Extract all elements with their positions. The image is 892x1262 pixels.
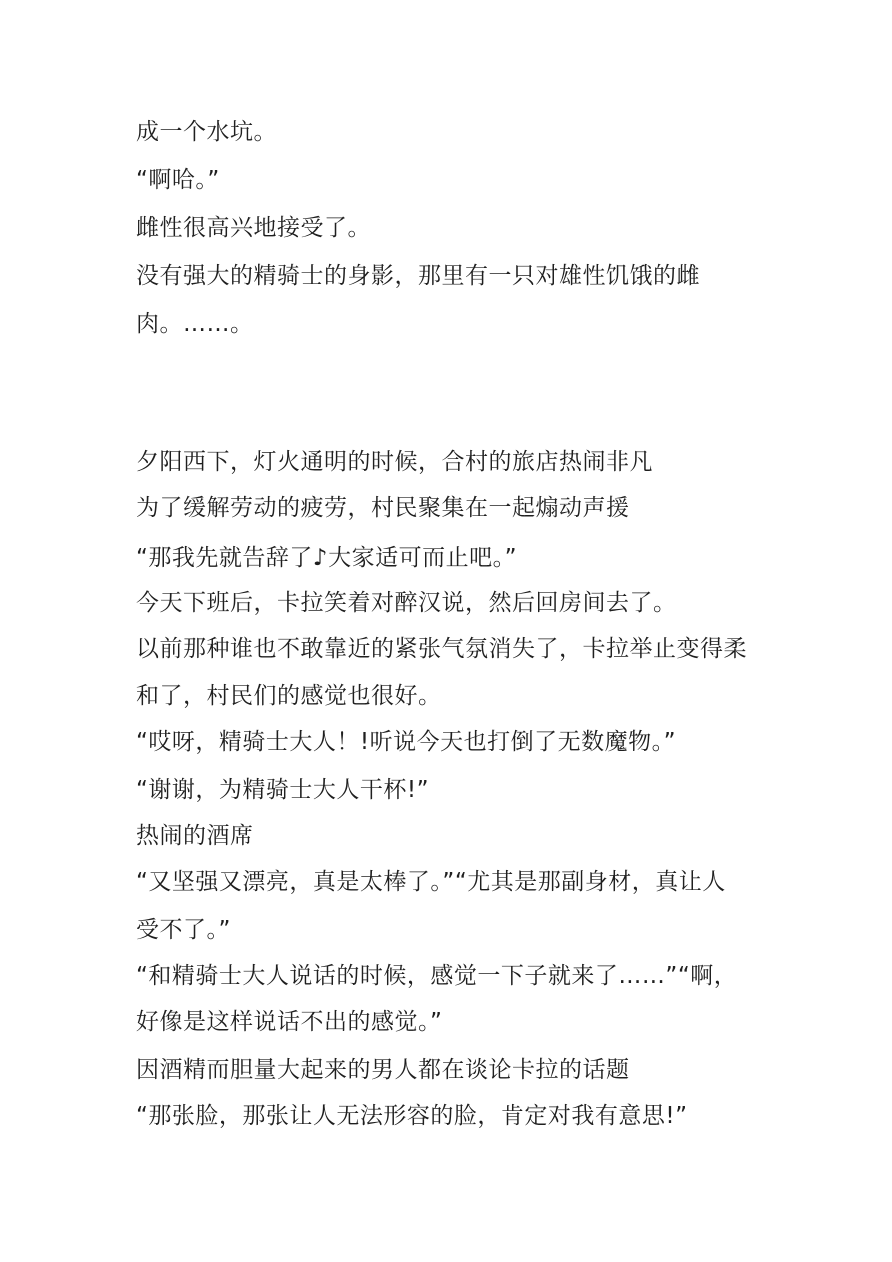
text-line: 雌性很高兴地接受了。 [136, 215, 371, 241]
text-line: 以前那种谁也不敢靠近的紧张气氛消失了，卡拉举止变得柔 [136, 636, 747, 662]
text-line: 和了，村民们的感觉也很好。 [136, 683, 442, 709]
text-line: 成一个水坑。 [136, 119, 277, 145]
text-line: “哎呀，精骑士大人！!听说今天也打倒了无数魔物。” [136, 729, 677, 755]
text-line: “那我先就告辞了♪大家适可而止吧。” [136, 545, 518, 571]
text-line: 没有强大的精骑士的身影，那里有一只对雄性饥饿的雌 [136, 263, 700, 289]
text-line: “谢谢，为精骑士大人干杯!” [136, 777, 430, 803]
text-line: 为了缓解劳动的疲劳，村民聚集在一起煽动声援 [136, 495, 630, 521]
text-line: “和精骑士大人说话的时候，感觉一下子就来了……”“啊， [136, 963, 738, 989]
text-line: 夕阳西下，灯火通明的时候，合村的旅店热闹非凡 [136, 449, 653, 475]
text-line: 好像是这样说话不出的感觉。” [136, 1009, 443, 1035]
text-line: 因酒精而胆量大起来的男人都在谈论卡拉的话题 [136, 1057, 630, 1083]
text-line: “啊哈。” [136, 167, 220, 193]
text-line: “又坚强又漂亮，真是太棒了。”“尤其是那副身材，真让人 [136, 869, 726, 895]
text-line: “那张脸，那张让人无法形容的脸，肯定对我有意思!” [136, 1103, 688, 1129]
text-line: 今天下班后，卡拉笑着对醉汉说，然后回房间去了。 [136, 590, 677, 616]
text-line: 肉。……。 [136, 311, 254, 337]
text-line: 热闹的酒席 [136, 823, 254, 849]
text-line: 受不了。” [136, 917, 231, 943]
